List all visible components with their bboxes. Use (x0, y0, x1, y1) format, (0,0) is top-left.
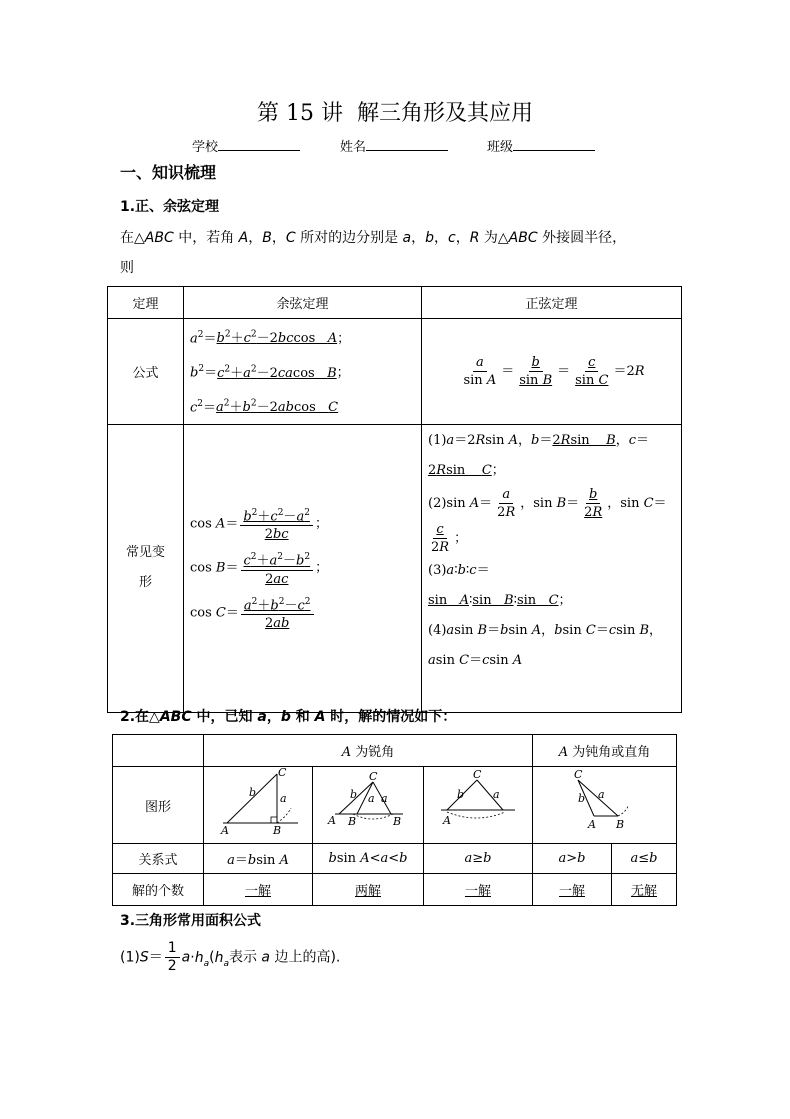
name-field[interactable]: 姓名 (340, 136, 448, 155)
relation-1: a＝bsin A (204, 844, 313, 874)
relation-2: bsin A<a<b (313, 844, 424, 874)
intro-line-2: 则 (120, 260, 134, 276)
acute-header: A 为锐角 (204, 735, 533, 767)
count-2: 两解 (313, 874, 424, 906)
cases-table (112, 734, 677, 906)
school-field[interactable]: 学校 (192, 136, 300, 155)
row-variant-label: 常见变 形 (108, 424, 184, 712)
svg-text:a: a (381, 792, 388, 805)
svg-text:A: A (328, 814, 336, 827)
svg-text:B: B (615, 818, 624, 831)
cos-formula-a: $a^2=b^2+c^2-2bccos$ A； (190, 330, 351, 347)
triangle-obtuse-figure (560, 768, 650, 838)
cos-b-variant: cos B＝ $\frac{c^2+a^2-b^2}{2ac}$ ； (190, 549, 420, 587)
obtuse-header: A 为钝角或直角 (533, 735, 677, 767)
row-formula-label: 公式 (108, 319, 184, 425)
header-sine: 正弦定理 (422, 287, 682, 319)
svg-text:b: b (249, 786, 257, 799)
theorem-table (107, 286, 682, 713)
relation-5: a≤b (612, 844, 677, 874)
relation-row-label: 关系式 (113, 844, 204, 874)
svg-text:C: C (573, 768, 582, 781)
svg-text:B: B (393, 815, 402, 828)
figure-row-label: 图形 (113, 767, 204, 844)
svg-text:C: C (473, 768, 482, 781)
svg-text:A: A (587, 818, 596, 831)
svg-text:a: a (368, 792, 375, 805)
svg-text:B: B (348, 815, 357, 828)
figure-case-obtuse (533, 767, 677, 844)
triangle-obtuse-side-figure (433, 768, 523, 838)
sine-variant-3: (3)a∶b∶c＝ sin A∶sin B∶sin C； (428, 562, 572, 608)
figure-case-2 (313, 767, 424, 844)
svg-text:B: B (273, 824, 282, 837)
svg-text:C: C (369, 770, 378, 783)
svg-text:b: b (350, 788, 358, 801)
relation-4: a>b (533, 844, 612, 874)
triangle-right-figure (213, 768, 303, 838)
sine-variant-2: (2)sin A＝ $\frac{a}{2R}$ ，sin B＝ $\frac{b}{2R}$ ，sin C＝ $\frac{c}{2R}$ ； (428, 486, 667, 555)
relation-3: a≥b (424, 844, 533, 874)
count-row-label: 解的个数 (113, 874, 204, 906)
class-field[interactable]: 班级 (487, 136, 595, 155)
cos-formula-c: $c^2=a^2+b^2-2abcos$ C (190, 398, 339, 415)
figure-case-1 (204, 767, 313, 844)
subheading-3: 3.三角形常用面积公式 (120, 913, 262, 929)
sine-law: $\frac{a}{\text{sin A}}$ ＝ $\frac{b}{\text{sin B}}$ ＝ $\frac{c}{\text{sin C}}$ ＝2R (422, 319, 682, 425)
svg-text:A: A (443, 814, 451, 827)
header-theorem: 定理 (108, 287, 184, 319)
header-cosine: 余弦定理 (184, 287, 422, 319)
page-title: 第 15 讲 解三角形及其应用 (257, 101, 533, 126)
svg-text:a: a (493, 788, 500, 801)
svg-text:a: a (280, 792, 287, 805)
triangle-two-solution-figure (323, 768, 413, 838)
sine-variant-1: (1)a＝2Rsin A，b＝2Rsin B，c＝ 2Rsin C； (428, 432, 650, 478)
count-3: 一解 (424, 874, 533, 906)
count-4: 一解 (533, 874, 612, 906)
subheading-1: 1.正、余弦定理 (120, 199, 220, 215)
count-5: 无解 (612, 874, 677, 906)
svg-text:b: b (577, 792, 585, 805)
cos-a-variant: cos A＝ $\frac{b^2+c^2-a^2}{2bc}$ ； (190, 505, 420, 543)
svg-text:b: b (457, 788, 465, 801)
svg-text:C: C (278, 768, 287, 779)
sine-variant-4: (4)asin B＝bsin A，bsin C＝csin B， asin C＝csin A (428, 622, 663, 668)
intro-line-1: 在△ABC 中，若角 A，B，C 所对的边分别是 a，b，c，R 为△ABC 外接圆半径， (120, 230, 627, 246)
cosine-formulas (184, 319, 422, 425)
section-heading: 一、知识梳理 (120, 163, 217, 182)
area-formula-1: (1)S＝ $\frac{1}{2}$ $a\cdot h_a(h_a$表示 a 边上的高). (120, 940, 341, 974)
sine-variants (422, 424, 682, 712)
count-1: 一解 (204, 874, 313, 906)
cos-formula-b: $b^2=c^2+a^2-2cacos$ B； (190, 364, 350, 381)
svg-text:A: A (221, 824, 229, 837)
cosine-variants (184, 424, 422, 712)
svg-text:a: a (597, 788, 605, 801)
corner-cell (113, 735, 204, 767)
cos-c-variant: cos C＝ $\frac{a^2+b^2-c^2}{2ab}$ (190, 594, 420, 632)
subheading-2: 2.在△ABC 中，已知 a，b 和 A 时，解的情况如下： (120, 709, 457, 725)
figure-case-3 (424, 767, 533, 844)
